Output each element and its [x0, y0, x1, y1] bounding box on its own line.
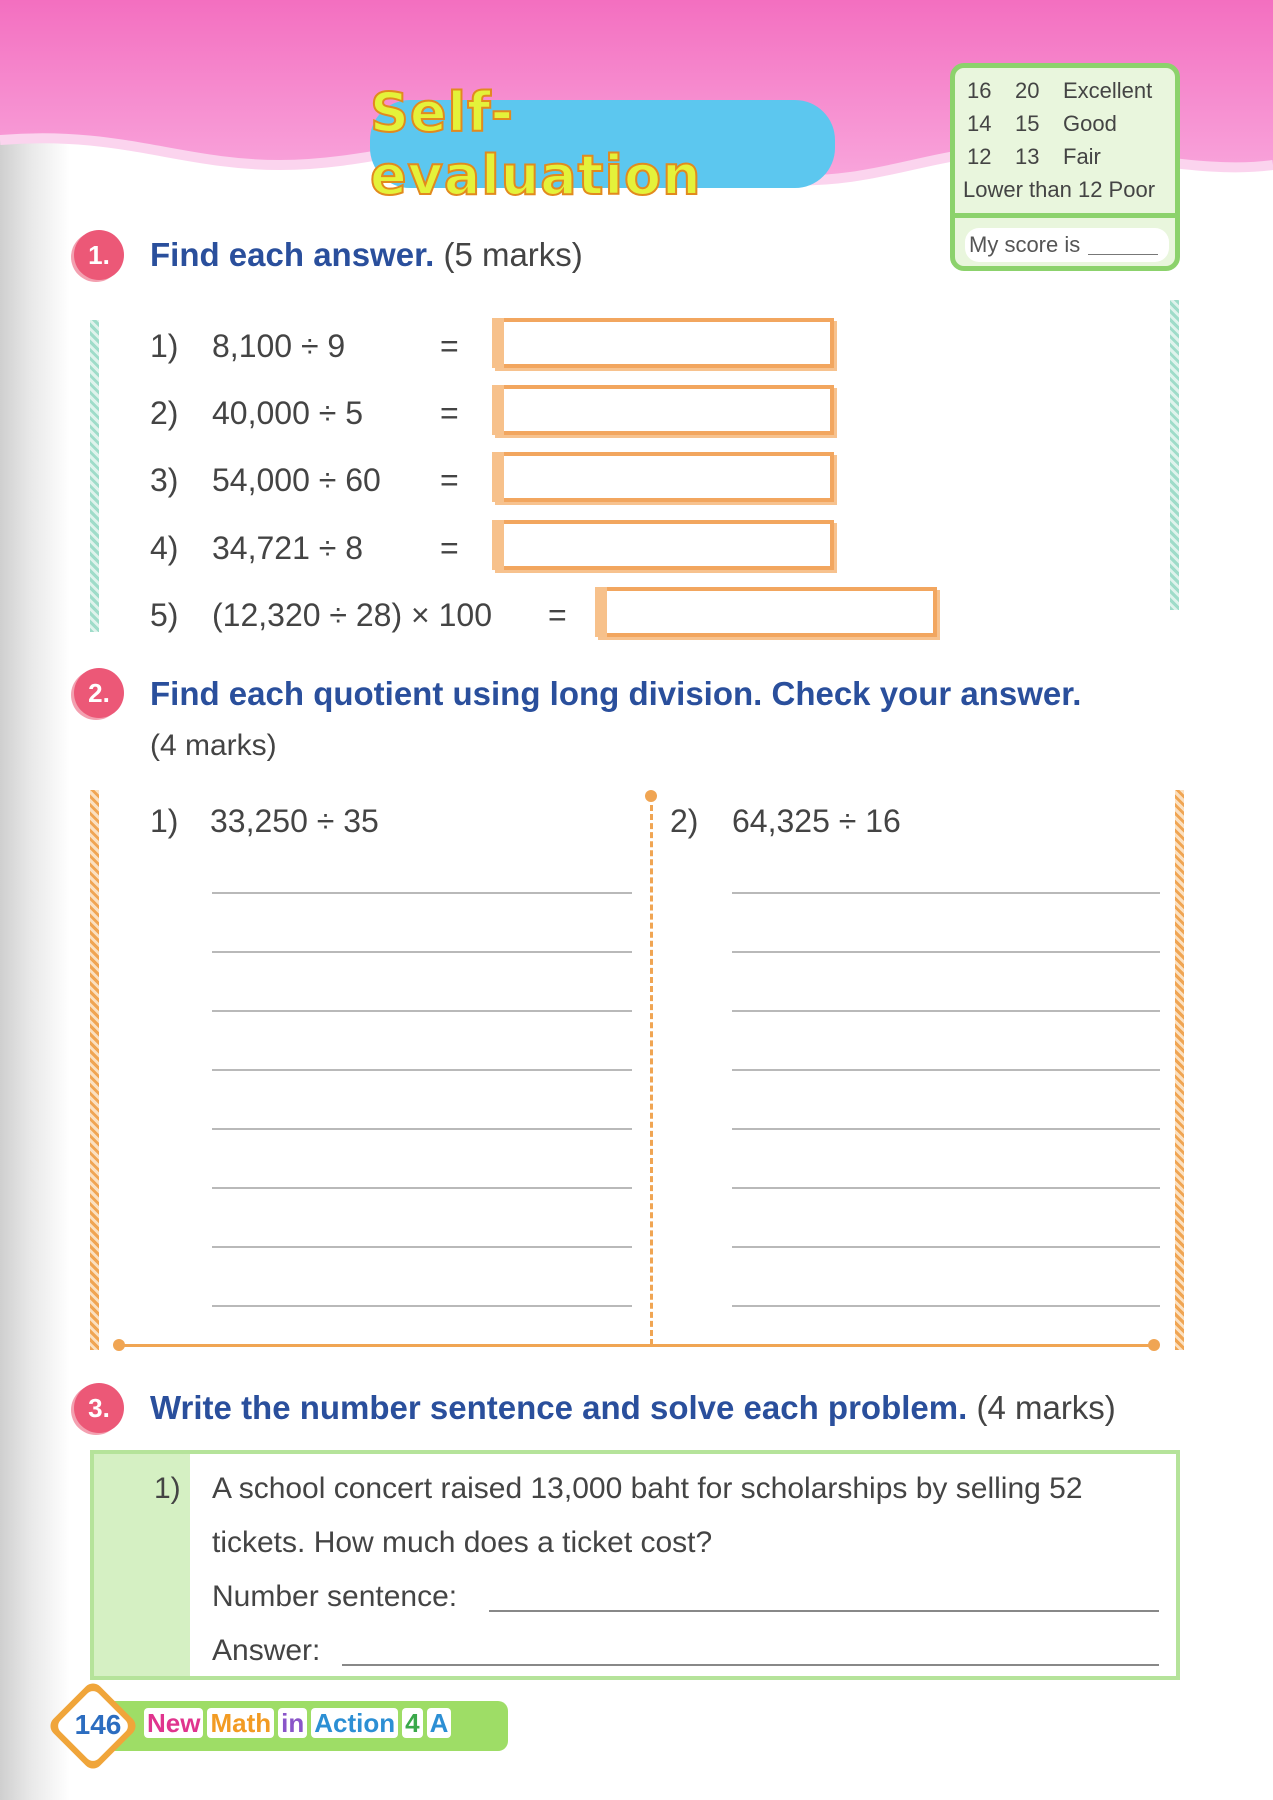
- writing-line[interactable]: [732, 1010, 1160, 1012]
- page-number: 146: [74, 1709, 122, 1740]
- word-problem-box: [90, 1450, 1180, 1680]
- item-number: 4): [150, 530, 179, 566]
- item-number: 5): [150, 597, 179, 633]
- section-3-badge: 3.: [74, 1383, 124, 1433]
- writing-line[interactable]: [212, 1305, 632, 1307]
- left-green-stripe: [90, 320, 99, 632]
- score-guide: [950, 63, 1180, 271]
- section-1-heading: Find each answer. (5 marks): [150, 236, 583, 273]
- left-orange-stripe: [90, 790, 99, 1350]
- column-divider: [650, 805, 653, 1345]
- answer-box-3[interactable]: [492, 452, 834, 502]
- section-2-marks: (4 marks): [150, 729, 277, 762]
- page-title: Self-evaluation: [370, 81, 702, 207]
- expression: 40,000 ÷ 5: [212, 395, 364, 431]
- section-2-bottom-line: [118, 1344, 1154, 1347]
- writing-line[interactable]: [732, 892, 1160, 894]
- number-sentence-label: Number sentence:: [212, 1580, 458, 1613]
- writing-line[interactable]: [212, 1187, 632, 1189]
- answer-box-1[interactable]: [492, 318, 834, 368]
- divider-dot: [645, 790, 657, 802]
- right-green-stripe: [1170, 300, 1179, 610]
- answer-box-5[interactable]: [595, 587, 937, 637]
- equals-sign: =: [440, 530, 459, 566]
- title-banner: [370, 81, 835, 207]
- item-number: 1): [150, 803, 179, 839]
- section-2-heading: Find each quotient using long division. Check your answer.: [150, 675, 1082, 712]
- answer-box-4[interactable]: [492, 520, 834, 570]
- writing-line[interactable]: [212, 1069, 632, 1071]
- score-row: 14 15 Good: [967, 111, 1117, 136]
- expression: 8,100 ÷ 9: [212, 328, 346, 364]
- section-1-badge: 1.: [74, 230, 124, 280]
- writing-line[interactable]: [732, 1305, 1160, 1307]
- page-binding-shadow: [0, 0, 70, 1800]
- section-3-heading: Write the number sentence and solve each problem. (4 marks): [150, 1389, 1116, 1426]
- equals-sign: =: [440, 395, 459, 431]
- writing-line[interactable]: [732, 951, 1160, 953]
- writing-line[interactable]: [732, 1246, 1160, 1248]
- line-dot-right: [1148, 1339, 1160, 1351]
- right-orange-stripe: [1175, 790, 1184, 1350]
- book-title: New Math in Action 4 A: [144, 1708, 455, 1739]
- page-footer: [60, 1693, 510, 1759]
- expression: (12,320 ÷ 28) × 100: [212, 597, 492, 633]
- writing-line[interactable]: [732, 1128, 1160, 1130]
- item-number: 1): [150, 328, 179, 364]
- expression: 54,000 ÷ 60: [212, 462, 381, 498]
- writing-line[interactable]: [212, 1128, 632, 1130]
- expression: 33,250 ÷ 35: [210, 803, 379, 839]
- item-number: 3): [150, 462, 179, 498]
- section-2-badge: 2.: [74, 668, 124, 718]
- problem-text-line-2: tickets. How much does a ticket cost?: [212, 1526, 713, 1559]
- equals-sign: =: [548, 597, 567, 633]
- score-row: 16 20 Excellent: [967, 78, 1153, 103]
- expression: 64,325 ÷ 16: [732, 803, 901, 839]
- item-number: 2): [150, 395, 179, 431]
- problem-text-line-1: A school concert raised 13,000 baht for scholarships by selling 52: [212, 1472, 1083, 1505]
- writing-line[interactable]: [732, 1187, 1160, 1189]
- answer-line[interactable]: [342, 1664, 1159, 1666]
- score-divider: [955, 213, 1175, 218]
- problem-number: 1): [154, 1472, 181, 1505]
- writing-line[interactable]: [212, 951, 632, 953]
- expression: 34,721 ÷ 8: [212, 530, 364, 566]
- answer-box-2[interactable]: [492, 385, 834, 435]
- writing-line[interactable]: [212, 1010, 632, 1012]
- answer-label: Answer:: [212, 1634, 321, 1667]
- writing-line[interactable]: [212, 892, 632, 894]
- equals-sign: =: [440, 462, 459, 498]
- writing-line[interactable]: [212, 1246, 632, 1248]
- equals-sign: =: [440, 328, 459, 364]
- item-number: 2): [670, 803, 699, 839]
- my-score: My score is: [965, 228, 1169, 262]
- line-dot-left: [113, 1339, 125, 1351]
- my-score-blank[interactable]: [1088, 238, 1158, 255]
- number-sentence-line[interactable]: [489, 1610, 1159, 1612]
- writing-line[interactable]: [732, 1069, 1160, 1071]
- score-row-lower: Lower than 12 Poor: [963, 177, 1156, 202]
- score-row: 12 13 Fair: [967, 144, 1101, 169]
